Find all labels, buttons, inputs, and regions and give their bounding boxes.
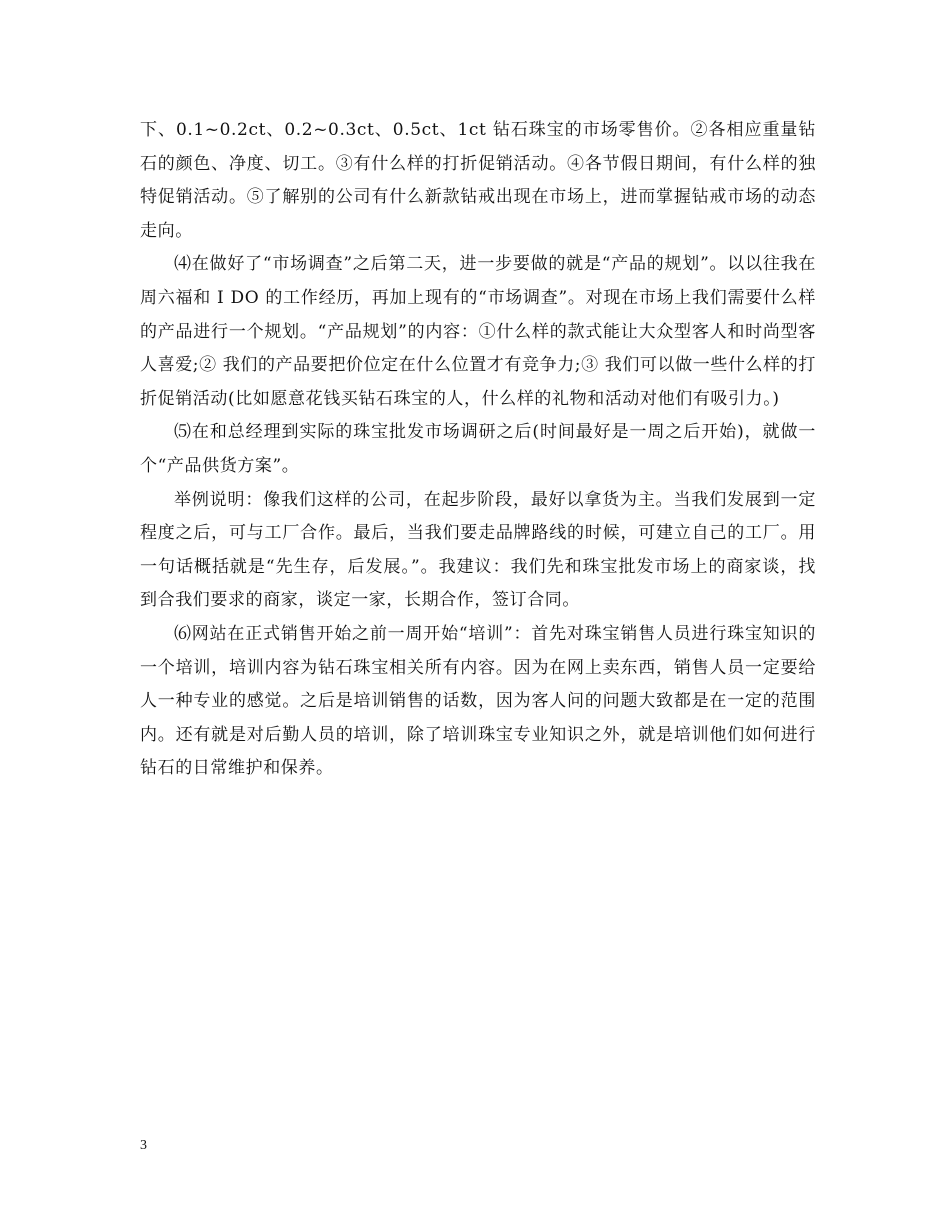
paragraph-market-retail-prices: 下、0.1~0.2ct、0.2~0.3ct、0.5ct、1ct 钻石珠宝的市场零售价。②各相应重量钻石的颜色、净度、切工。③有什么样的打折促销活动。④各节假日期间，有什么样的独特促销活动。⑤了解别的公司有什么新款钻戒出现在市场上，进而掌握钻戒市场的动态走向。 xyxy=(140,120,816,241)
paragraph-supply-plan: ⑸在和总经理到实际的珠宝批发市场调研之后(时间最好是一周之后开始)，就做一个“产品供货方案”。 xyxy=(140,422,816,476)
page-number: 3 xyxy=(140,1138,147,1153)
paragraph-training: ⑹网站在正式销售开始之前一周开始“培训”：首先对珠宝销售人员进行珠宝知识的一个培训，培训内容为钻石珠宝相关所有内容。因为在网上卖东西，销售人员一定要给人一种专业的感觉。之后是培训销售的话数，因为客人问的问题大致都是在一定的范围内。还有就是对后勤人员的培训，除了培训珠宝专业知识之外，就是培训他们如何进行钻石的日常维护和保养。 xyxy=(140,623,816,779)
document-body xyxy=(140,114,816,786)
paragraph-product-planning: ⑷在做好了“市场调查”之后第二天，进一步要做的就是“产品的规划”。以以往我在周六福和 I DO 的工作经历，再加上现有的“市场调查”。对现在市场上我们需要什么样的产品进行一个规划。“产品规划”的内容：①什么样的款式能让大众型客人和时尚型客人喜爱;② 我们的产品要把价位定在什么位置才有竞争力;③ 我们可以做一些什么样的打折促销活动(比如愿意花钱买钻石珠宝的人，什么样的礼物和活动对他们有吸引力。) xyxy=(140,254,816,409)
paragraph-example: 举例说明：像我们这样的公司，在起步阶段，最好以拿货为主。当我们发展到一定程度之后，可与工厂合作。最后，当我们要走品牌路线的时候，可建立自己的工厂。用一句话概括就是“先生存，后发展。”。我建议：我们先和珠宝批发市场上的商家谈，找到合我们要求的商家，谈定一家，长期合作，签订合同。 xyxy=(140,489,816,611)
